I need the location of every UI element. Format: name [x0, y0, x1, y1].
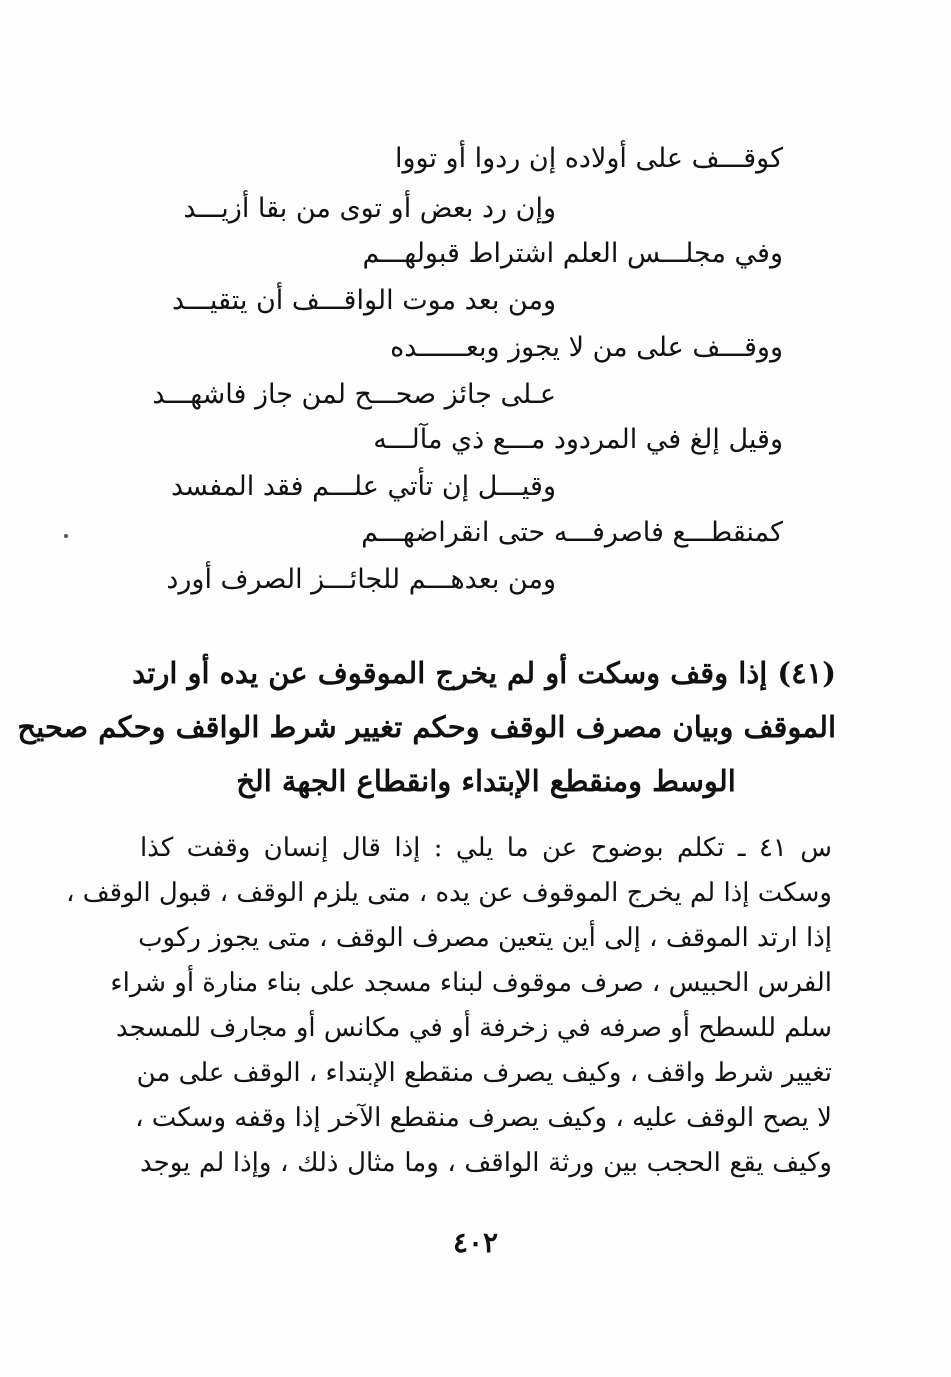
body-paragraph	[66, 826, 832, 1186]
body-line-1: س ٤١ ـ تكلم بوضوح عن ما يلي : إذا قال إنسان وقفت كذا	[140, 833, 832, 863]
section-heading	[17, 646, 836, 808]
poem-line-1: كوقـــف على أولاده إن ردوا أو تووا	[394, 143, 783, 174]
section-heading-line-3: الوسط ومنقطع الإبتداء وانقطاع الجهة الخ	[236, 764, 736, 798]
body-line-3: إذا ارتد الموقف ، إلى أين يتعين مصرف الوقف ، متى يجوز ركوب	[138, 923, 832, 953]
page-number: ٤٠٢	[452, 1226, 499, 1259]
poem-line-9: كمنقطـــع فاصرفـــه حتى انقراضهـــم	[361, 517, 783, 548]
poem-line-6: عـلى جائز صحـــح لمن جاز فاشهـــد	[152, 379, 556, 410]
poem-line-5: ووقـــف على من لا يجوز وبعــــــده	[390, 332, 783, 363]
poem-line-3: وفي مجلـــس العلم اشتراط قبولهـــم	[362, 238, 783, 269]
body-line-8: وكيف يقع الحجب بين ورثة الواقف ، وما مثال ذلك ، وإذا لم يوجد	[140, 1148, 832, 1178]
poem-line-7: وقيل إلغ في المردود مـــع ذي مآلـــه	[373, 424, 783, 455]
body-line-6: تغيير شرط واقف ، وكيف يصرف منقطع الإبتداء ، الوقف على من	[136, 1058, 832, 1088]
poem-line-10: ومن بعدهـــم للجائـــز الصرف أورد	[166, 564, 556, 595]
body-line-4: الفرس الحبيس ، صرف موقوف لبناء مسجد على بناء منارة أو شراء	[110, 968, 832, 998]
scan-speck	[64, 534, 68, 538]
body-line-7: لا يصح الوقف عليه ، وكيف يصرف منقطع الآخر إذا وقفه وسكت ،	[135, 1103, 832, 1133]
section-heading-line-2: الموقف وبيان مصرف الوقف وحكم تغيير شرط الواقف وحكم صحيح	[17, 710, 836, 744]
body-line-2: وسكت إذا لم يخرج الموقوف عن يده ، متى يلزم الوقف ، قبول الوقف ،	[66, 878, 832, 908]
poem-line-8: وقيـــل إن تأتي علـــم فقد المفسد	[170, 471, 556, 502]
section-heading-line-1: (٤١) إذا وقف وسكت أو لم يخرج الموقوف عن يده أو ارتد	[132, 656, 836, 690]
poem-line-4: ومن بعد موت الواقـــف أن يتقيـــد	[172, 285, 556, 316]
body-line-5: سلم للسطح أو صرفه في زخرفة أو في مكانس أو مجارف للمسجد	[115, 1013, 832, 1043]
poem-line-2: وإن رد بعض أو توى من بقا أزيـــد	[183, 193, 556, 224]
